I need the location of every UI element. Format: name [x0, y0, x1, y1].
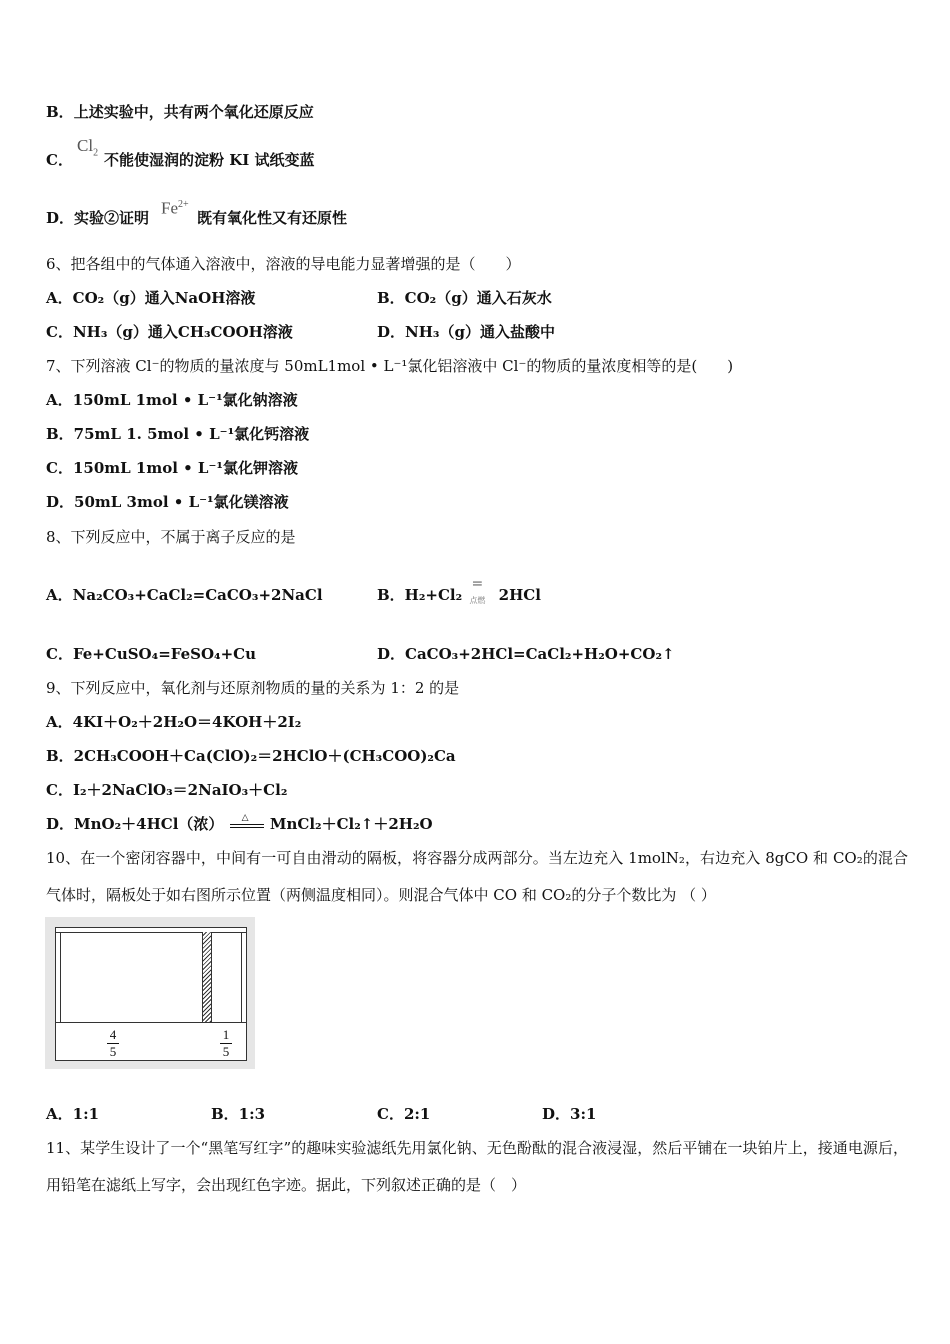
q9-option-c: C．I₂＋2NaClO₃＝2NaIO₃＋Cl₂	[46, 781, 288, 799]
q10-stem: 10、在一个密闭容器中，中间有一可自由滑动的隔板，将容器分成两部分。当左边充入 1molN₂，右边充入 8gCO 和 CO₂的混合气体时，隔板处于如右图所示位置（两侧温度相同）。则混合气体中 CO 和 CO₂的分子个数比为 （ ）	[46, 849, 908, 904]
q7-option-c: C．150mL 1mol • L⁻¹氯化钾溶液	[46, 459, 298, 477]
q8-row1	[46, 576, 906, 605]
cl2-formula: $Cl_2$	[77, 136, 99, 159]
fraction-right: 1 5	[220, 1028, 232, 1059]
q6-stem: 6、把各组中的气体通入溶液中，溶液的导电能力显著增强的是（ ）	[46, 255, 521, 273]
q10-option-b: B．1:3	[211, 1105, 266, 1123]
q10-option-d: D．3:1	[542, 1105, 597, 1123]
container-diagram	[45, 917, 255, 1069]
sliding-partition	[202, 932, 212, 1022]
q7-stem: 7、下列溶液 Cl⁻的物质的量浓度与 50mL1mol • L⁻¹氯化铝溶液中 Cl⁻的物质的量浓度相等的是( )	[46, 357, 734, 375]
q10-option-c: C．2:1	[377, 1105, 431, 1123]
q8-option-b: B．H₂+Cl₂ = 点燃 2HCl	[377, 576, 541, 605]
heat-condition: △	[229, 815, 265, 835]
q9-option-d: D．MnO₂＋4HCl（浓） △ MnCl₂＋Cl₂↑＋2H₂O	[46, 813, 433, 833]
q8-option-a: A．Na₂CO₃+CaCl₂=CaCO₃+2NaCl	[46, 586, 323, 604]
q6-row1	[46, 288, 906, 308]
q7-option-b: B．75mL 1. 5mol • L⁻¹氯化钙溶液	[46, 425, 310, 443]
q9-option-b: B．2CH₃COOH＋Ca(ClO)₂＝2HClO＋(CH₃COO)₂Ca	[46, 747, 456, 765]
q8-stem: 8、下列反应中，不属于离子反应的是	[46, 528, 296, 546]
q6-option-c: C．NH₃（g）通入CH₃COOH溶液	[46, 323, 293, 341]
q8-option-d: D．CaCO₃+2HCl=CaCl₂+H₂O+CO₂↑	[377, 645, 675, 663]
fe2plus-formula: $Fe^{2+}$	[161, 198, 189, 218]
q6-option-b: B．CO₂（g）通入石灰水	[377, 289, 552, 307]
q5-option-b: B．上述实验中，共有两个氧化还原反应	[46, 103, 314, 121]
q9-option-a: A．4KI＋O₂＋2H₂O＝4KOH＋2I₂	[46, 713, 302, 731]
fraction-left: 4 5	[107, 1028, 119, 1059]
diagram-frame	[55, 927, 247, 1061]
q7-option-d: D．50mL 3mol • L⁻¹氯化镁溶液	[46, 493, 289, 511]
q6-option-a: A．CO₂（g）通入NaOH溶液	[46, 289, 256, 307]
q8-option-c: C．Fe+CuSO₄=FeSO₄+Cu	[46, 645, 257, 663]
q11-stem: 11、某学生设计了一个“黑笔写红字”的趣味实验滤纸先用氯化钠、无色酚酞的混合液浸湿，然后平铺在一块铂片上，接通电源后，用铅笔在滤纸上写字，会出现红色字迹。据此，下列叙述正确的是（ ）	[46, 1139, 908, 1194]
q10-option-a: A．1:1	[46, 1105, 100, 1123]
q9-stem: 9、下列反应中，氧化剂与还原剂物质的量的关系为 1：2 的是	[46, 679, 460, 697]
q6-row2	[46, 322, 906, 342]
reaction-condition: = 点燃	[469, 576, 486, 605]
q6-option-d: D．NH₃（g）通入盐酸中	[377, 323, 555, 341]
q8-row2	[46, 644, 906, 664]
q7-option-a: A．150mL 1mol • L⁻¹氯化钠溶液	[46, 391, 298, 409]
